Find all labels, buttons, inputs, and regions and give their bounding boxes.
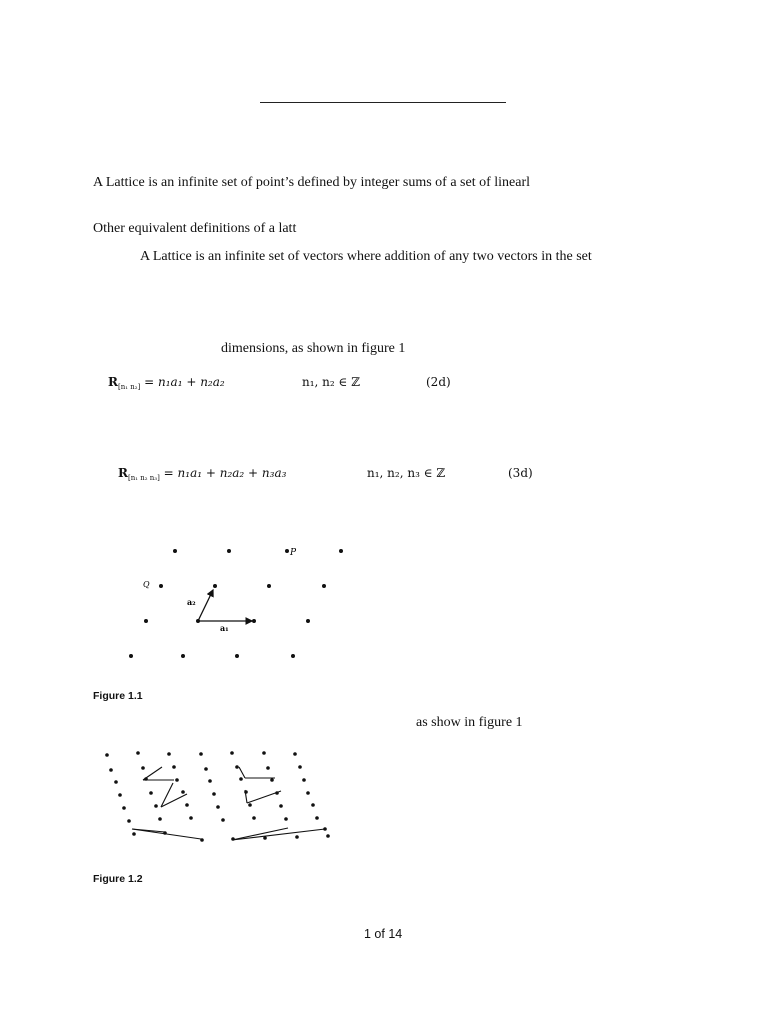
- equation-3d: [118, 466, 286, 482]
- lattice-points: [129, 549, 343, 658]
- header-rule: [260, 102, 506, 103]
- paragraph-lattice-definition: A Lattice is an infinite set of point’s defined by integer sums of a set of linearl: [93, 175, 531, 190]
- vector-a2-arrow: [198, 590, 213, 621]
- equation-2d: [108, 375, 225, 391]
- equation-2d-tag: (2d): [426, 375, 451, 389]
- vector-a2-label: a₂: [187, 597, 196, 607]
- paragraph-equivalent-definitions: Other equivalent definitions of a latt: [93, 221, 297, 236]
- point-q-label: Q: [143, 580, 150, 589]
- figure-1-1-lattice-diagram: [120, 535, 360, 665]
- paragraph-as-show-in-figure: as show in figure 1: [416, 715, 523, 730]
- vector-a1-label: a₁: [220, 623, 229, 633]
- equation-3d-condition: n₁, n₂, n₃ ∈ ℤ: [367, 466, 446, 480]
- lattice-points: [105, 751, 330, 842]
- equation-3d-rhs: = n₁a₁ + n₂a₂ + n₃a₃: [163, 466, 287, 480]
- paragraph-vector-definition: A Lattice is an infinite set of vectors where addition of any two vectors in the set: [140, 249, 592, 264]
- figure-1-2-caption: Figure 1.2: [93, 873, 143, 885]
- equation-3d-tag: (3d): [508, 466, 533, 480]
- point-p-label: P: [290, 548, 297, 558]
- equation-2d-rhs: = n₁a₁ + n₂a₂: [144, 375, 225, 389]
- equation-3d-lhs: R: [118, 466, 128, 480]
- figure-1-1-caption: Figure 1.1: [93, 690, 143, 702]
- basis-vector-lines: [132, 767, 325, 840]
- page-number: 1 of 14: [364, 927, 403, 941]
- paragraph-dimensions: dimensions, as shown in figure 1: [221, 341, 406, 356]
- equation-2d-condition: n₁, n₂ ∈ ℤ: [302, 375, 360, 389]
- equation-3d-lhs-sub: [n₁ n₂ n₃]: [127, 474, 160, 482]
- figure-1-2-lattice-bases-diagram: [95, 745, 340, 850]
- equation-2d-lhs-sub: [n₁ n₂]: [117, 383, 141, 391]
- equation-2d-lhs: R: [108, 375, 118, 389]
